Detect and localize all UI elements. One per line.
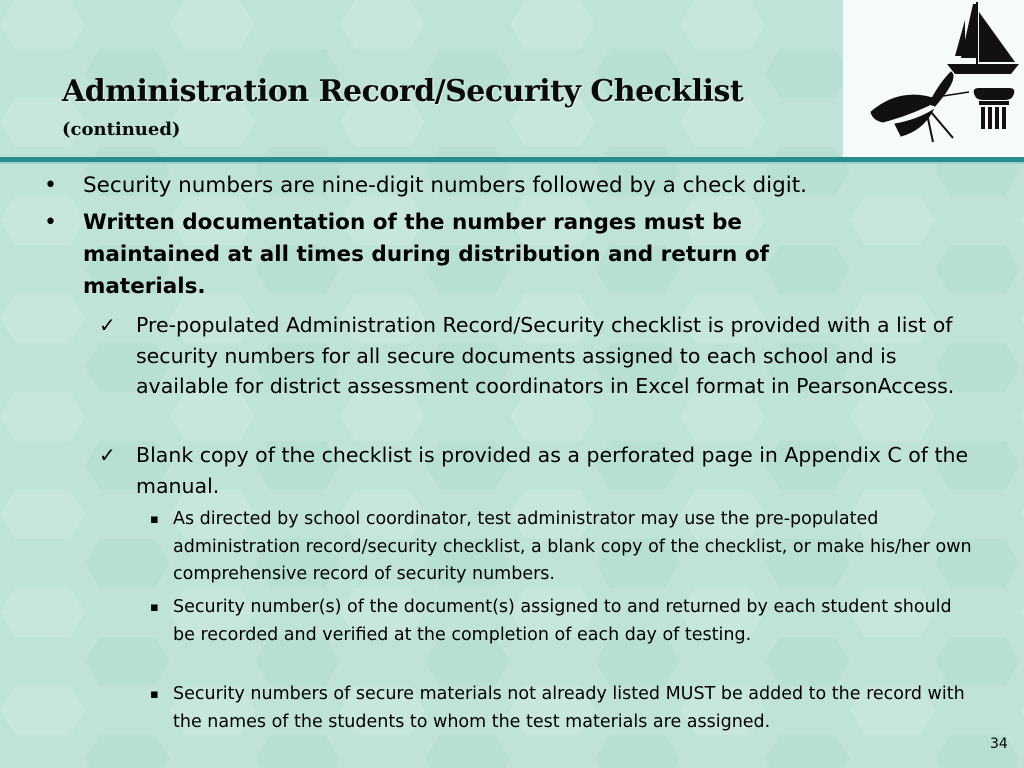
column-capital-icon	[974, 88, 1015, 129]
checklist-text: Blank copy of the checklist is provided as a perforated page in Appendix C of the manual.	[136, 443, 969, 498]
bullet-marker: •	[44, 173, 57, 198]
square-bullet-icon: ▪	[150, 600, 159, 615]
sub-bullet-text: Security number(s) of the document(s) assigned to and returned by each student should be recorded and verified at the completion of each day of testing.	[173, 597, 952, 645]
slide-subtitle: (continued)	[62, 119, 181, 140]
sub-bullet-text: As directed by school coordinator, test administrator may use the pre-populated administration record/security checklist, a blank copy of the checklist, or make his/her own comprehensive record of security numbers.	[173, 509, 972, 585]
sub-bullet-text: Security numbers of secure materials not already listed MUST be added to the record with the names of the students to whom the test materials are assigned.	[173, 684, 965, 732]
square-bullet-icon: ▪	[150, 512, 159, 527]
moth-icon	[871, 72, 969, 142]
bullet-text: Written documentation of the number ranges must be maintained at all times during distribution and return of materials.	[83, 210, 769, 299]
checklist-text: Pre-populated Administration Record/Security checklist is provided with a list of security numbers for all secure documents assigned to each school and is available for district assessment coordinators in Excel format in PearsonAccess.	[136, 313, 955, 399]
bullet-text: Security numbers are nine-digit numbers followed by a check digit.	[83, 173, 807, 198]
sailboat-icon	[947, 2, 1019, 74]
header-rule-accent	[0, 162, 1024, 164]
page-number: 34	[990, 736, 1008, 752]
square-bullet-icon: ▪	[150, 687, 159, 702]
bullet-marker: •	[44, 210, 57, 235]
checkmark-icon: ✓	[99, 443, 116, 467]
slide-title: Administration Record/Security Checklist	[62, 74, 744, 109]
checkmark-icon: ✓	[99, 313, 116, 337]
logo-panel	[843, 0, 1024, 158]
